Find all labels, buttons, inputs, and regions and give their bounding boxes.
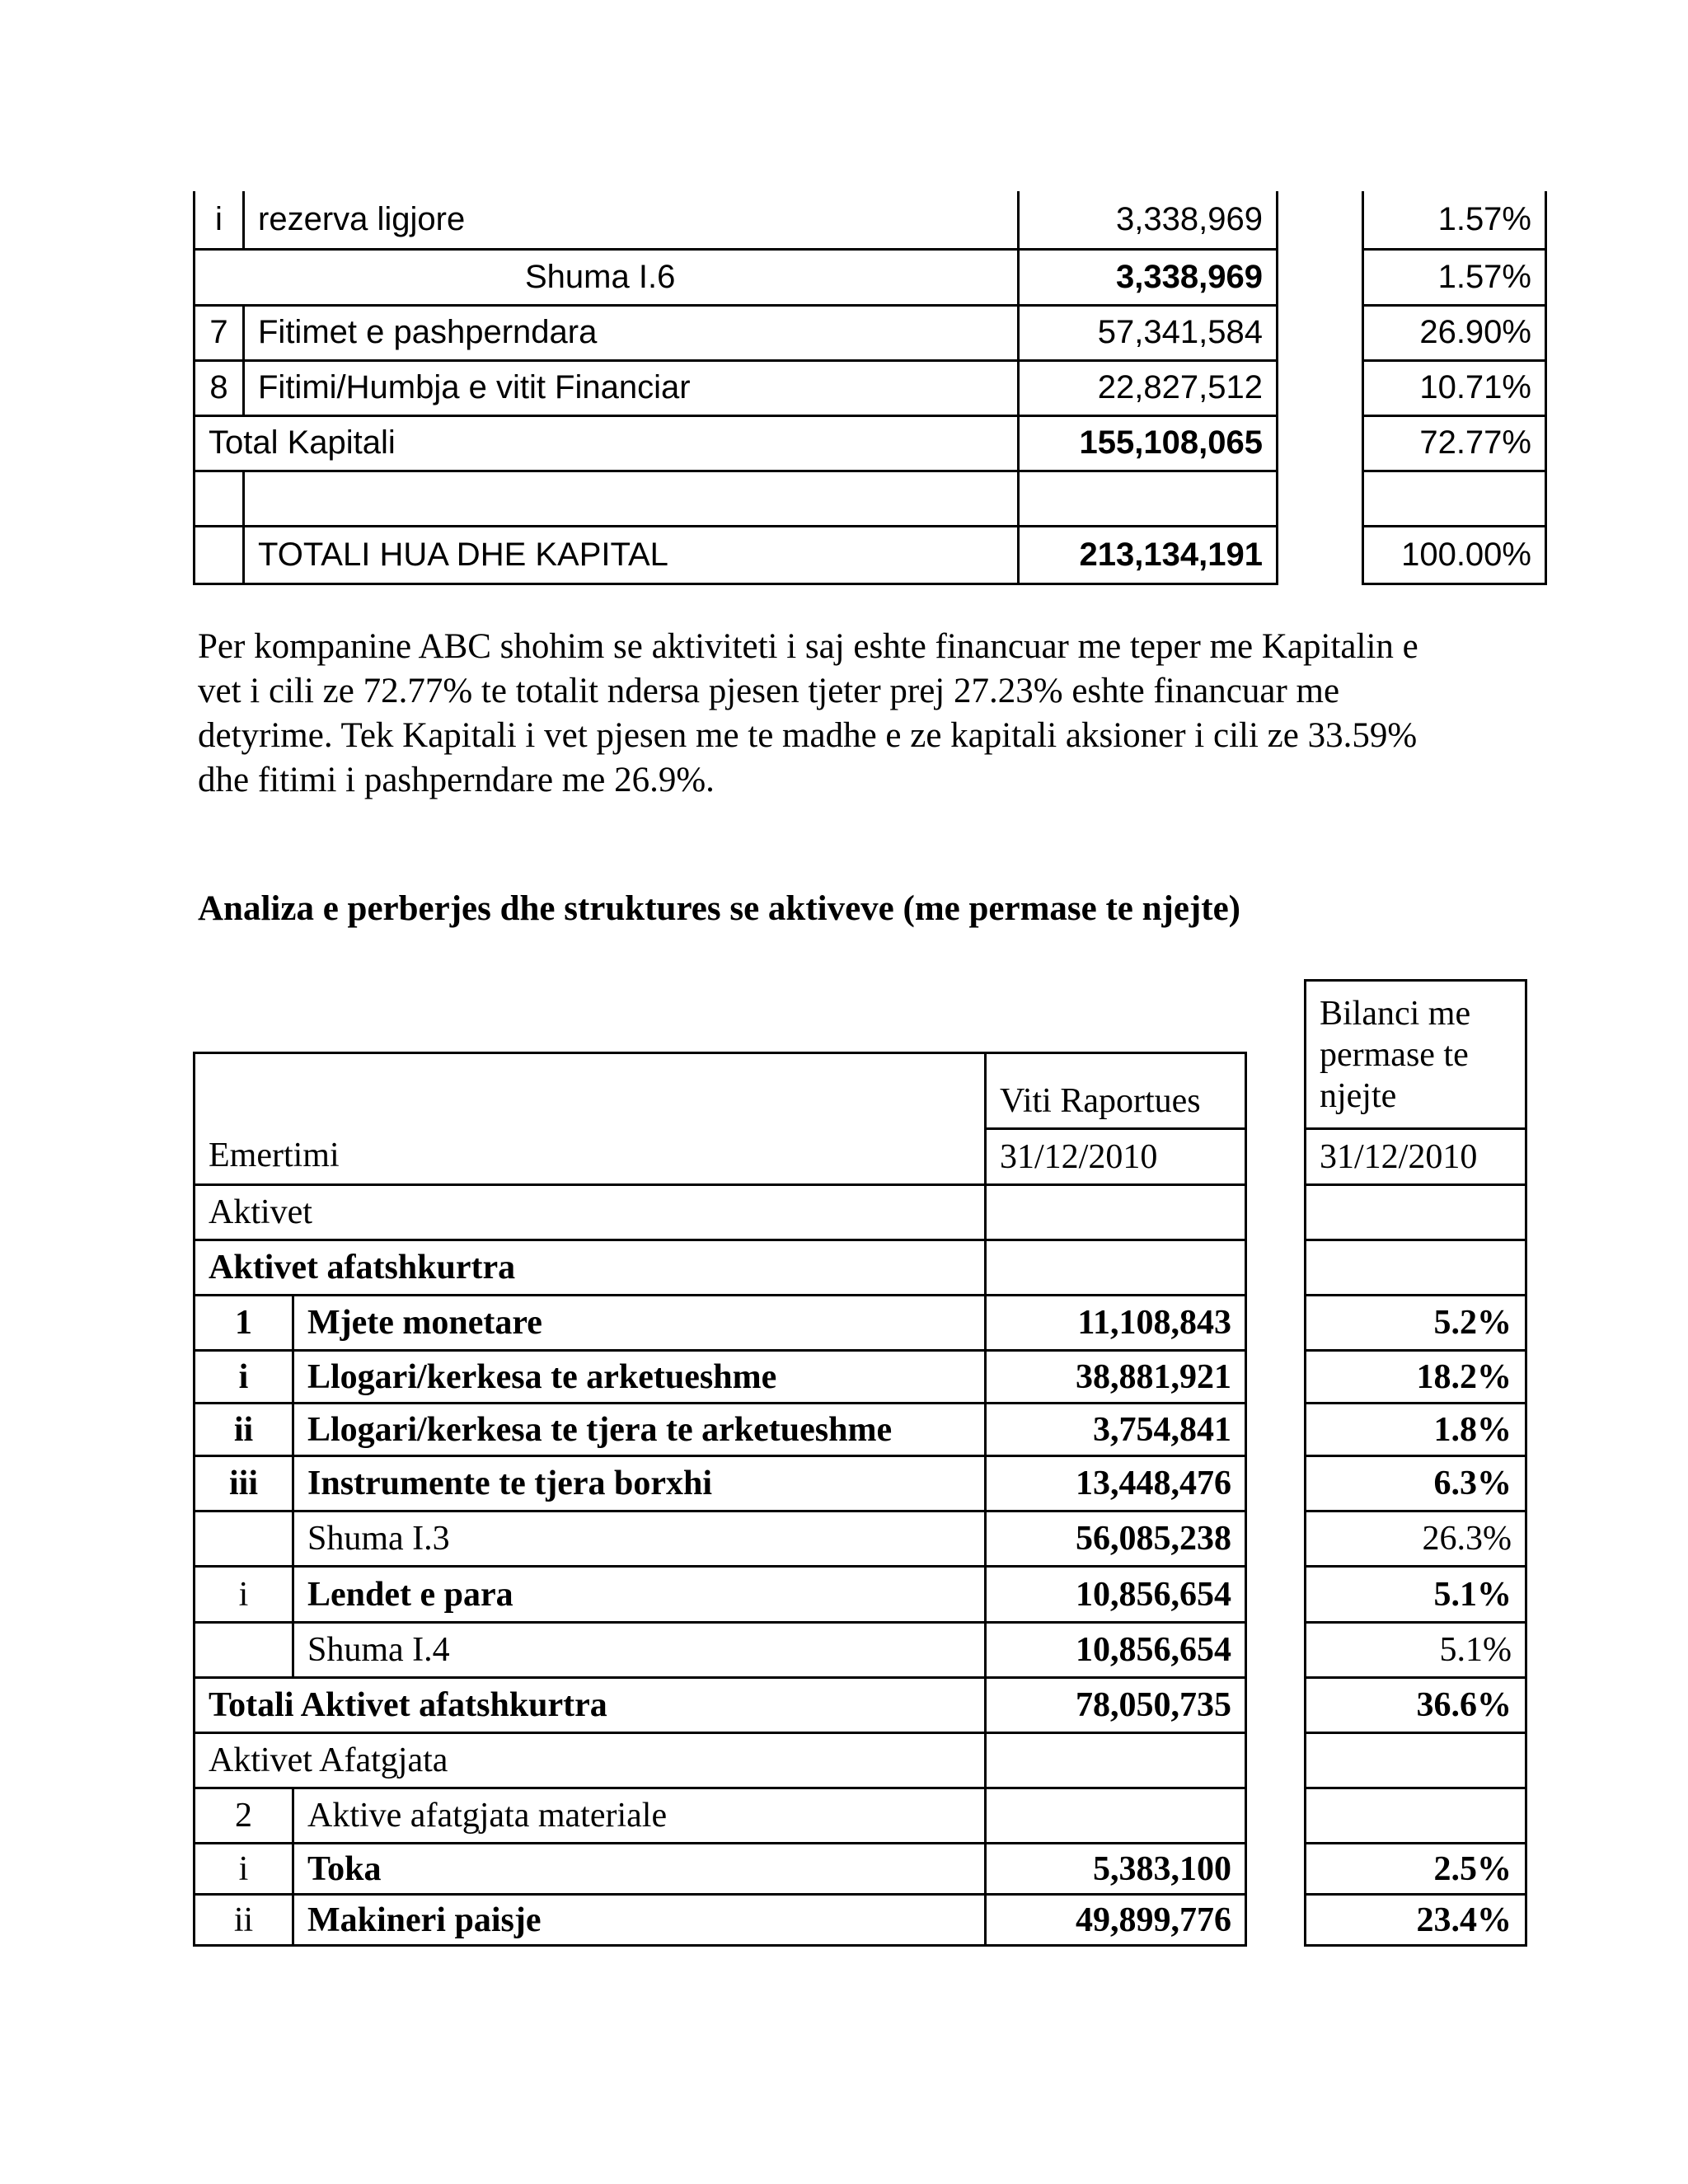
- table-row: [195, 360, 1278, 415]
- capital-table: [193, 191, 1278, 585]
- table-row: [195, 1567, 1246, 1623]
- row-label: Lendet e para: [293, 1567, 986, 1623]
- table-row: [195, 1351, 1246, 1404]
- assets-pct-table: [1304, 979, 1527, 1947]
- row-label: Mjete monetare: [293, 1296, 986, 1351]
- row-number: i: [195, 1351, 293, 1404]
- row-pct: 6.3%: [1306, 1456, 1526, 1511]
- row-label: Llogari/kerkesa te tjera te arketueshme: [293, 1404, 986, 1456]
- row-value: 5,383,100: [986, 1844, 1246, 1895]
- row-label: Totali Aktivet afatshkurtra: [195, 1678, 986, 1733]
- row-label: rezerva ligjore: [244, 191, 1019, 249]
- row-label: Shuma I.3: [293, 1511, 986, 1567]
- row-pct: 1.8%: [1306, 1404, 1526, 1456]
- table-row: [195, 305, 1278, 360]
- row-number: i: [195, 1844, 293, 1895]
- row-label: Fitimi/Humbja e vitit Financiar: [244, 360, 1019, 415]
- row-value: 56,085,238: [986, 1511, 1246, 1567]
- col-header-date: 31/12/2010: [986, 1129, 1246, 1185]
- table-row: [195, 1456, 1246, 1511]
- row-value: 78,050,735: [986, 1678, 1246, 1733]
- row-value: 22,827,512: [1019, 360, 1278, 415]
- row-label: TOTALI HUA DHE KAPITAL: [244, 526, 1019, 583]
- col-header-value: Viti Raportues: [986, 1053, 1246, 1129]
- row-pct: 18.2%: [1306, 1351, 1526, 1404]
- row-value: 3,754,841: [986, 1404, 1246, 1456]
- table-row: [195, 1296, 1246, 1351]
- row-pct: 1.57%: [1363, 191, 1546, 249]
- row-value: 38,881,921: [986, 1351, 1246, 1404]
- table-row: [195, 471, 1278, 526]
- row-label: Aktive afatgjata materiale: [293, 1788, 986, 1844]
- row-pct: 10.71%: [1363, 360, 1546, 415]
- row-pct: 1.57%: [1363, 249, 1546, 305]
- row-value: 213,134,191: [1019, 526, 1278, 583]
- row-value: 155,108,065: [1019, 415, 1278, 471]
- row-value: 10,856,654: [986, 1623, 1246, 1678]
- row-label: Shuma I.6: [195, 249, 1019, 305]
- table-row: [195, 1511, 1246, 1567]
- row-number: ii: [195, 1404, 293, 1456]
- row-pct: 26.3%: [1306, 1511, 1526, 1567]
- row-pct: 26.90%: [1363, 305, 1546, 360]
- table-header-row: [195, 1053, 1246, 1129]
- row-pct: 5.2%: [1306, 1296, 1526, 1351]
- row-number: 7: [195, 305, 244, 360]
- row-value: 11,108,843: [986, 1296, 1246, 1351]
- row-pct: 100.00%: [1363, 526, 1546, 583]
- row-value: 57,341,584: [1019, 305, 1278, 360]
- row-number: i: [195, 1567, 293, 1623]
- table-row: [195, 249, 1278, 305]
- row-label: Aktivet afatshkurtra: [195, 1240, 986, 1296]
- section-heading: Analiza e perberjes dhe struktures se aktiveve (me permase te njejte): [198, 889, 1240, 928]
- row-label: Aktivet: [195, 1185, 986, 1240]
- analysis-paragraph: Per kompanine ABC shohim se aktiviteti i saj eshte financuar me teper me Kapitalin e vet i cili ze 72.77% te totalit ndersa pjesen tjeter prej 27.23% eshte financuar me detyrime. Tek Kapitali i vet pjesen me te madhe e ze kapitali aksioner i cili ze 33.59% dhe fitimi i pashperndare me 26.9%.: [198, 627, 1418, 799]
- row-number: ii: [195, 1895, 293, 1946]
- row-pct: 36.6%: [1306, 1678, 1526, 1733]
- row-number: 8: [195, 360, 244, 415]
- row-label: Llogari/kerkesa te arketueshme: [293, 1351, 986, 1404]
- table-row: [195, 1623, 1246, 1678]
- row-value: 49,899,776: [986, 1895, 1246, 1946]
- col-header-pct: Bilanci me permase te njejte: [1306, 981, 1526, 1129]
- row-pct: 72.77%: [1363, 415, 1546, 471]
- table-row: [195, 191, 1278, 249]
- capital-pct-table: [1362, 191, 1547, 585]
- row-number: iii: [195, 1456, 293, 1511]
- table-row: [195, 415, 1278, 471]
- table-row: [195, 1240, 1246, 1296]
- row-value: 3,338,969: [1019, 191, 1278, 249]
- col-header-name: Emertimi: [195, 1053, 986, 1185]
- row-number: 2: [195, 1788, 293, 1844]
- row-value: 10,856,654: [986, 1567, 1246, 1623]
- row-label: Instrumente te tjera borxhi: [293, 1456, 986, 1511]
- table-row: [195, 1895, 1246, 1946]
- row-number: 1: [195, 1296, 293, 1351]
- table-row: [195, 1733, 1246, 1788]
- row-label: Total Kapitali: [195, 415, 1019, 471]
- assets-table: [193, 1052, 1247, 1947]
- table-row: [195, 526, 1278, 583]
- row-label: Makineri paisje: [293, 1895, 986, 1946]
- row-label: Fitimet e pashperndara: [244, 305, 1019, 360]
- row-pct: 23.4%: [1306, 1895, 1526, 1946]
- table-row: [195, 1185, 1246, 1240]
- table-row: [195, 1678, 1246, 1733]
- table-row: [195, 1404, 1246, 1456]
- table-row: [195, 1788, 1246, 1844]
- col-header-pct-date: 31/12/2010: [1306, 1129, 1526, 1185]
- row-value: 13,448,476: [986, 1456, 1246, 1511]
- row-pct: 2.5%: [1306, 1844, 1526, 1895]
- row-number: i: [195, 191, 244, 249]
- row-value: 3,338,969: [1019, 249, 1278, 305]
- row-label: Aktivet Afatgjata: [195, 1733, 986, 1788]
- row-pct: 5.1%: [1306, 1567, 1526, 1623]
- row-pct: 5.1%: [1306, 1623, 1526, 1678]
- row-label: Toka: [293, 1844, 986, 1895]
- table-row: [195, 1844, 1246, 1895]
- row-label: Shuma I.4: [293, 1623, 986, 1678]
